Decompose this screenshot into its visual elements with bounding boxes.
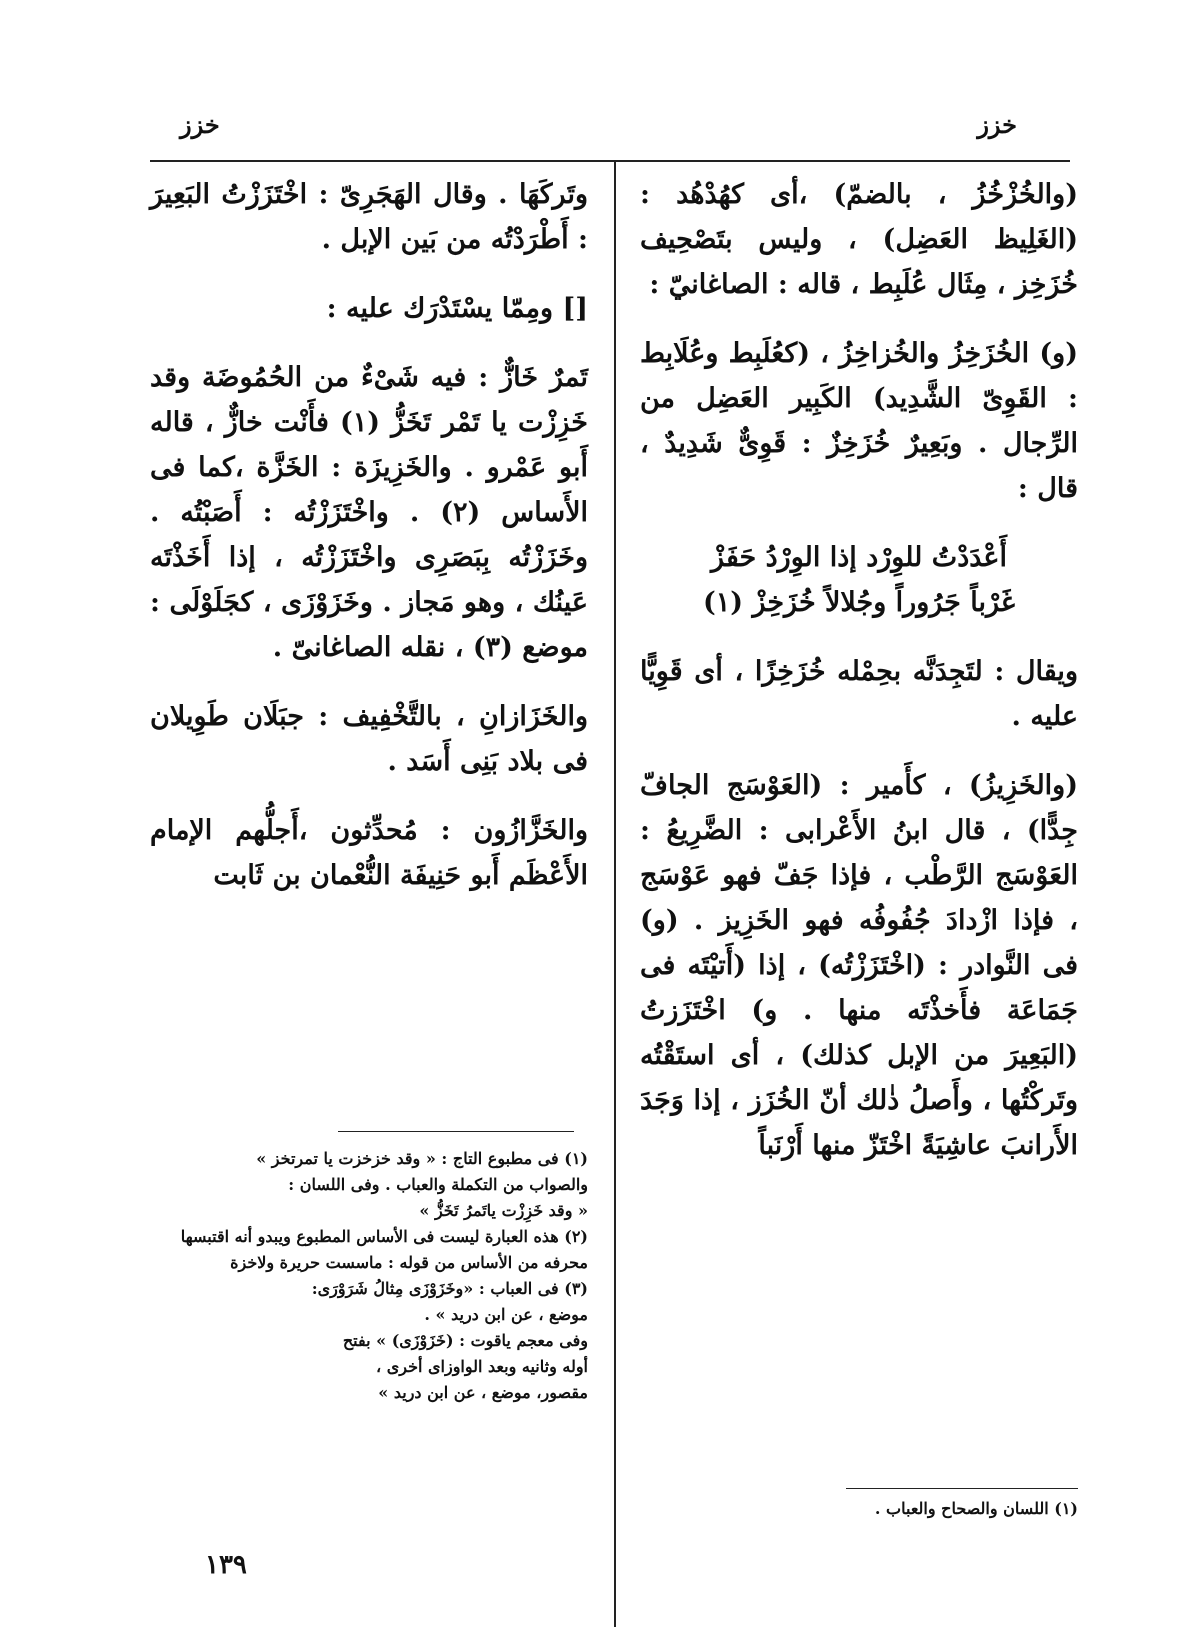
footnote-rule-left (338, 1131, 574, 1132)
footnote-line: (٣) فى العباب : «وخَزَوْزَى مِثالُ شَرَوْرَى: (311, 1279, 588, 1298)
entry-paragraph: (والخُزْخُزُ ، بالضمّ) ،أى كهُدْهُد : (الغَلِيظ العَضِل) ، وليس بتَصْحِيف خُزَخِز ، مِثَال عُلَبِط ، قاله : الصاغانيّ : (640, 179, 1078, 300)
entry-paragraph: والخَزَّازُون : مُحدِّثون ،أَجلُّهم الإمام الأَعْظَم أَبو حَنِيفَة النُّعْمان بن ثَابت (150, 815, 588, 891)
footnotes-left (150, 1146, 588, 1406)
poetry-verse (640, 535, 1078, 625)
right-column (640, 172, 1078, 1192)
page-number: ١٣٩ (205, 1550, 247, 1580)
column-divider (614, 162, 616, 1627)
verse-line: غَرْباً جَرُوراً وجُلالاً خُزَخِزْ (١) (702, 587, 1015, 618)
entry-paragraph: ويقال : لتَجِدَنَّه بحِمْله خُزَخِزًا ، أى قَوِيًّا عليه . (640, 656, 1078, 732)
footnote-rule-right (846, 1488, 1078, 1489)
entry-paragraph: والخَزَازانِ ، بالتَّخْفِيف : جبَلَان طَوِيلان فى بلاد بَنِى أَسَد . (150, 701, 588, 777)
left-column (150, 172, 588, 922)
footnote-line: (٢) هذه العبارة ليست فى الأساس المطبوع ويبدو أنه اقتبسها (180, 1227, 588, 1246)
footnote-line: محرفه من الأساس من قوله : ماسست حريرة ولاخزة (230, 1253, 588, 1272)
footnote-line: « وقد خَزِزْت ياتَمرُ تَخَزُّ » (419, 1201, 588, 1220)
footnote-line: (١) فى مطبوع التاج : « وقد خزخزت يا تمرتخز » (256, 1149, 588, 1168)
footnote-line: موضع ، عن ابن دريد » . (424, 1305, 588, 1324)
entry-paragraph: (و) الخُزَخِزُ والخُزاخِزُ ، (كعُلَبِط وعُلَابِط : القَوِىّ الشَّدِيد) الكَبِير العَضِل من الرِّجال . وبَعِيرٌ خُزَخِزٌ : قَوِىٌّ شَدِيدٌ ، قال : (640, 338, 1078, 504)
header-rule (150, 160, 1070, 162)
footnote-right: (١) اللسان والصحاح والعباب . (874, 1499, 1078, 1518)
addendum-heading: [] ومِمّا يسْتَدْرَك عليه : (326, 293, 588, 324)
entry-paragraph: تَمرٌ خَازٌّ : فيه شَىْءٌ من الحُمُوضَة وقد خَزِزْت يا تَمْر تَخَزُّ (١) فأَنْت خازٌّ ، قاله أَبو عَمْرو . والخَزِيزَة : الخَزَّة ،كما فى الأَساس (٢) . واخْتَزَزْتُه : أَصَبْتُه . وخَزَزْتُه بِبَصَرِى واخْتَزَزْتُه ، إذا أَخَذْتَه عَينُك ، وهو مَجاز . وخَزَوْزَى ، كجَلَوْلَى : موضع (٣) ، نقله الصاغانىّ . (150, 362, 588, 663)
running-header-right: خزز (977, 110, 1017, 139)
footnote-line: وفى معجم ياقوت : (خَزَوْزَى) » بفتح (342, 1331, 588, 1350)
entry-paragraph: (والخَزِيزُ) ، كأَمير : (العَوْسَج الجافّ جِدًّا) ، قال ابنُ الأَعْرابى : الضَّرِيعُ : العَوْسَج الرَّطْب ، فإذا جَفّ فهو عَوْسَج ، فإذا ازْدادَ جُفُوفُه فهو الخَزِيز . (و) فى النَّوادر : (اخْتَزَزْتُه) ، إذا (أَتيْتَه فى جَمَاعَة فأَخذْتَه منها . و) اخْتَزَزتُ (البَعِيرَ من الإبل كذلك) ، أى استَقْتُه وتَركْتُها ، وأَصلُ ذٰلك أنّ الخُزَز ، إذا وَجَدَ الأَرانبَ عاشِيَةً اخْتَزّ منها أَرْنَباً (640, 770, 1078, 1161)
footnote-line: مقصور، موضع ، عن ابن دريد » (378, 1383, 588, 1402)
footnote-line: والصواب من التكملة والعباب . وفى اللسان : (288, 1175, 588, 1194)
verse-line: أَعْدَدْتُ للوِرْد إذا الوِرْدُ حَفَزْ (710, 542, 1007, 573)
footnote-line: أوله وثانيه وبعد الواوزاى أخرى ، (376, 1357, 588, 1376)
entry-paragraph: وتَركَهَا . وقال الهَجَرِىّ : اخْتَزَزْتُ البَعِيرَ : أَطْرَدْتُه من بَين الإبل . (150, 179, 588, 255)
running-header-left: خزز (180, 110, 220, 139)
